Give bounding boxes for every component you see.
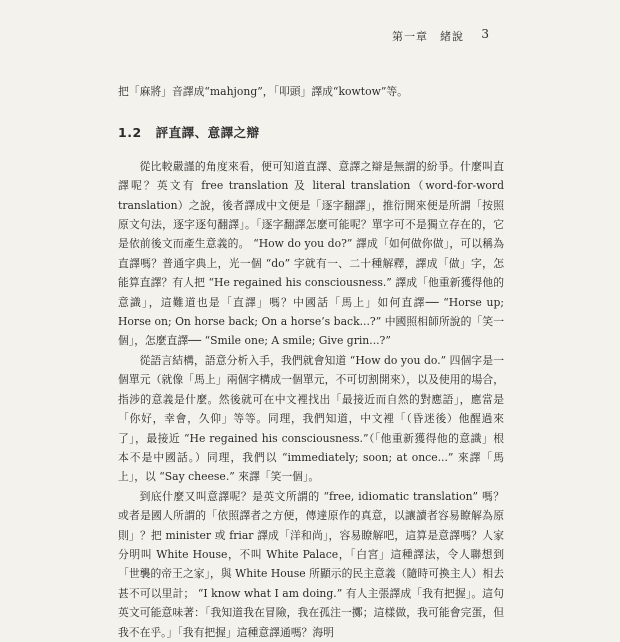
page-body: [118, 82, 504, 642]
paragraph-2: 從語言結構，語意分析入手，我們就會知道 “How do you do.” 四個字是一個單元（就像「馬上」兩個字構成一個單元，不可切割開來），以及使用的場合，指涉的意義是什麼。然後就可在中文裡找出「最接近而自然的對應語」，應當是「你好，幸會，久仰」等等。同理，我們知道，中文裡「（昏迷後）他醒過來了」，最接近 “He regained his consciousness.”（「他重新獲得他的意識」根本不是中國話。）同理，我們以 “immediately; soon; at once...” 來譯「馬上」，以 “Say cheese.” 來譯「笑一個」。: [118, 353, 504, 484]
lead-line: 把「麻將」音譯成“mahjong”，「叩頭」譯成“kowtow”等。: [118, 85, 408, 98]
page-number: 3: [481, 27, 490, 41]
chapter-title: 第一章 緒說: [392, 30, 464, 43]
paragraph-3: 到底什麼又叫意譯呢？是英文所謂的 “free, idiomatic translation” 嗎？或者是國人所謂的「依照譯者之方便，傳達原作的真意，以讓讀者容易瞭解為原則」？把 minister 或 friar 譯成「洋和尚」，容易瞭解吧，這算是意譯嗎？人家分明叫 White House，不叫 White Palace，「白宮」這種譯法，令人聯想到「世襲的帝王之家」，與 White House 所顯示的民主意義（隨時可換主人）相去甚不可以里計； “I know what I am doing.” 有人主張譯成「我有把握」。這句英文可能意味著：「我知道我在冒險，我在孤注一擲；這樣做，我可能會完蛋，但我不在乎。」「我有把握」這種意譯通嗎？海明: [118, 489, 504, 639]
running-header: [392, 27, 490, 44]
paragraph-1: 從比較嚴謹的角度來看，便可知道直譯、意譯之辯是無謂的紛爭。什麼叫直譯呢？英文有 free translation 及 literal translation（word-for-word translation）之說，後者譯成中文便是「逐字翻譯」，推衍開來便是所謂「按照原文句法，逐字逐句翻譯」。「逐字翻譯怎麼可能呢？單字可不是獨立存在的，它是依前後文而產生意義的。 “How do you do?” 譯成「如何做你做」，可以稱為直譯嗎？普通字典上，光一個 “do” 字就有一、二十種解釋，譯成「做」字，怎能算直譯？有人把 “He regained his consciousness.” 譯成「他重新獲得他的意識」，這難道也是「直譯」嗎？中國話「馬上」如何直譯── “Horse up; Horse on; On horse back; On a horse’s back...?” 中國照相師所說的「笑一個」，怎麼直譯── “Smile one; A smile; Give grin...?”: [118, 159, 504, 348]
section-number: 1.2: [118, 125, 142, 141]
section-heading: [118, 123, 504, 142]
section-title: 評直譯、意譯之辯: [155, 125, 260, 141]
